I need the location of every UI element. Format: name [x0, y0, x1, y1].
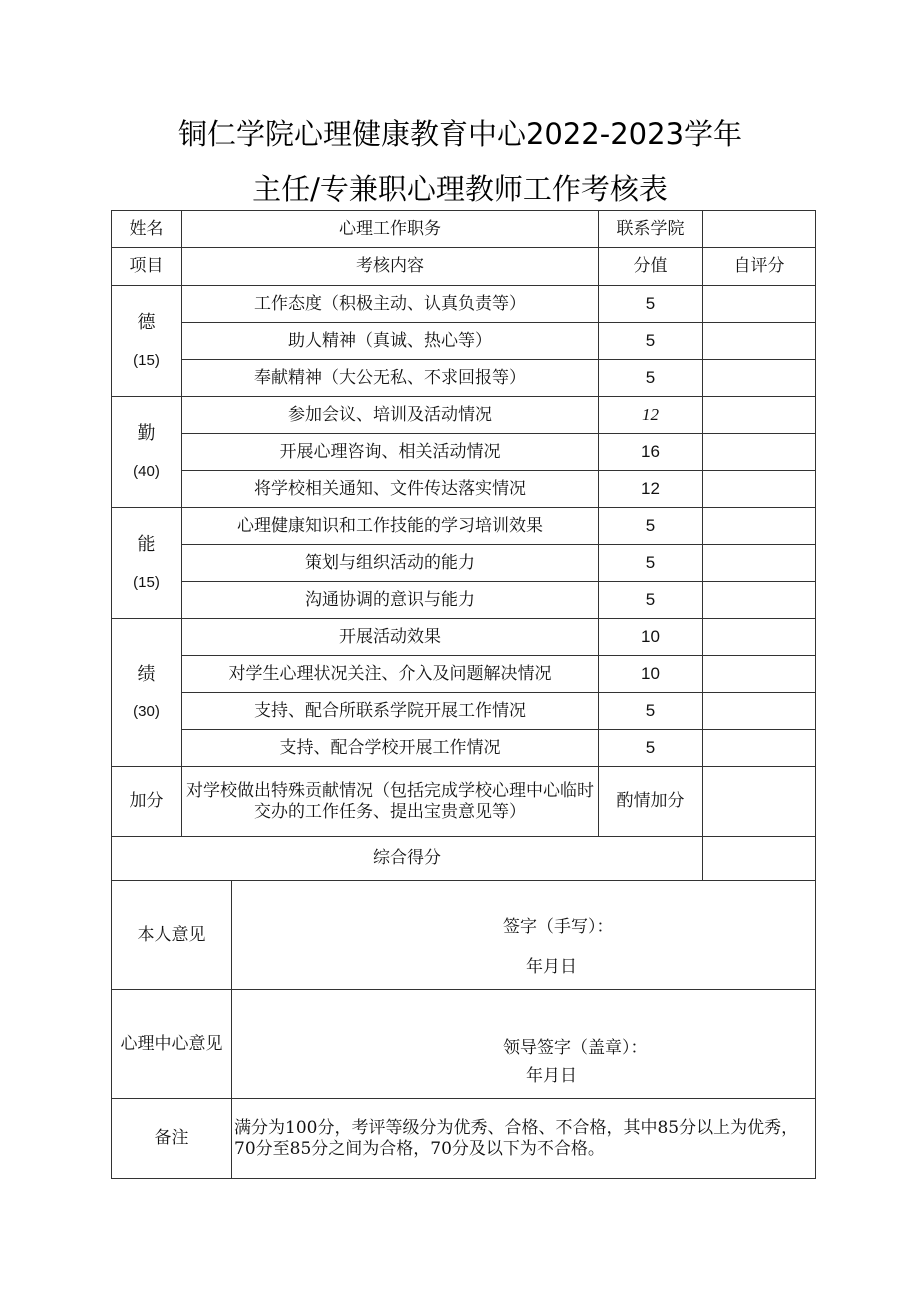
criterion-score: 12 — [599, 471, 703, 508]
criterion-content: 将学校相关通知、文件传达落实情况 — [182, 471, 599, 508]
criterion-score: 12 — [599, 397, 703, 434]
category-ji — [112, 619, 182, 767]
criterion-score: 5 — [599, 693, 703, 730]
self-score-cell[interactable] — [703, 656, 816, 693]
criterion-score: 5 — [599, 323, 703, 360]
category-points: (15) — [133, 351, 160, 369]
category-points: (40) — [133, 462, 160, 480]
category-name: 绩 — [137, 663, 156, 685]
criterion-score: 10 — [599, 619, 703, 656]
criterion-content: 开展活动效果 — [182, 619, 599, 656]
category-de — [112, 286, 182, 397]
remark-label: 备注 — [112, 1099, 232, 1179]
criterion-score: 5 — [599, 508, 703, 545]
header-item: 项目 — [112, 248, 182, 286]
self-score-cell[interactable] — [703, 508, 816, 545]
criterion-content: 工作态度（积极主动、认真负责等） — [182, 286, 599, 323]
total-label: 综合得分 — [112, 837, 703, 881]
criterion-content: 对学生心理状况关注、介入及问题解决情况 — [182, 656, 599, 693]
center-signature-label: 领导签字（盖章）： — [503, 1038, 648, 1058]
category-name: 德 — [137, 312, 156, 334]
criterion-content: 心理健康知识和工作技能的学习培训效果 — [182, 508, 599, 545]
form-title-line2: 主任/专兼职心理教师工作考核表 — [252, 172, 668, 206]
role-label: 心理工作职务 — [182, 211, 599, 248]
self-score-cell[interactable] — [703, 693, 816, 730]
criterion-score: 16 — [599, 434, 703, 471]
criterion-content: 助人精神（真诚、热心等） — [182, 323, 599, 360]
assessment-table — [111, 210, 816, 1179]
bonus-content: 对学校做出特殊贡献情况（包括完成学校心理中心临时交办的工作任务、提出宝贵意见等） — [182, 767, 599, 837]
header-self-score: 自评分 — [703, 248, 816, 286]
remark-text: 满分为100分，考评等级分为优秀、合格、不合格，其中85分以上为优秀，70分至85分之间为合格，70分及以下为不合格。 — [232, 1099, 816, 1179]
header-content: 考核内容 — [182, 248, 599, 286]
center-opinion-label: 心理中心意见 — [112, 990, 232, 1099]
self-score-cell[interactable] — [703, 545, 816, 582]
bonus-score: 酌情加分 — [599, 767, 703, 837]
self-score-cell[interactable] — [703, 360, 816, 397]
self-score-cell[interactable] — [703, 323, 816, 360]
criterion-content: 支持、配合学校开展工作情况 — [182, 730, 599, 767]
category-name: 勤 — [137, 423, 156, 445]
self-score-cell[interactable] — [703, 582, 816, 619]
bonus-label: 加分 — [112, 767, 182, 837]
criterion-content: 沟通协调的意识与能力 — [182, 582, 599, 619]
center-opinion-cell[interactable] — [232, 990, 816, 1099]
criterion-content: 开展心理咨询、相关活动情况 — [182, 434, 599, 471]
bonus-self-score-cell[interactable] — [703, 767, 816, 837]
criterion-content: 支持、配合所联系学院开展工作情况 — [182, 693, 599, 730]
center-date-label: 年月日 — [526, 1066, 577, 1086]
criterion-score: 5 — [599, 545, 703, 582]
category-qin — [112, 397, 182, 508]
category-points: (30) — [133, 703, 160, 721]
criterion-score: 5 — [599, 286, 703, 323]
self-opinion-label: 本人意见 — [112, 881, 232, 990]
self-score-cell[interactable] — [703, 619, 816, 656]
college-value[interactable] — [703, 211, 816, 248]
self-date-label: 年月日 — [526, 957, 577, 977]
category-name: 能 — [137, 534, 156, 556]
category-points: (15) — [133, 573, 160, 591]
form-title-line1: 铜仁学院心理健康教育中心2022-2023学年 — [177, 117, 743, 151]
criterion-score: 5 — [599, 730, 703, 767]
self-opinion-cell[interactable] — [232, 881, 816, 990]
criterion-content: 奉献精神（大公无私、不求回报等） — [182, 360, 599, 397]
criterion-score: 5 — [599, 582, 703, 619]
name-label: 姓名 — [112, 211, 182, 248]
self-score-cell[interactable] — [703, 471, 816, 508]
self-signature-label: 签字（手写）： — [503, 917, 614, 937]
criterion-content: 策划与组织活动的能力 — [182, 545, 599, 582]
category-neng — [112, 508, 182, 619]
criterion-score: 10 — [599, 656, 703, 693]
self-score-cell[interactable] — [703, 286, 816, 323]
total-score-cell[interactable] — [703, 837, 816, 881]
criterion-score: 5 — [599, 360, 703, 397]
college-label: 联系学院 — [599, 211, 703, 248]
self-score-cell[interactable] — [703, 730, 816, 767]
criterion-content: 参加会议、培训及活动情况 — [182, 397, 599, 434]
self-score-cell[interactable] — [703, 397, 816, 434]
self-score-cell[interactable] — [703, 434, 816, 471]
header-score: 分值 — [599, 248, 703, 286]
